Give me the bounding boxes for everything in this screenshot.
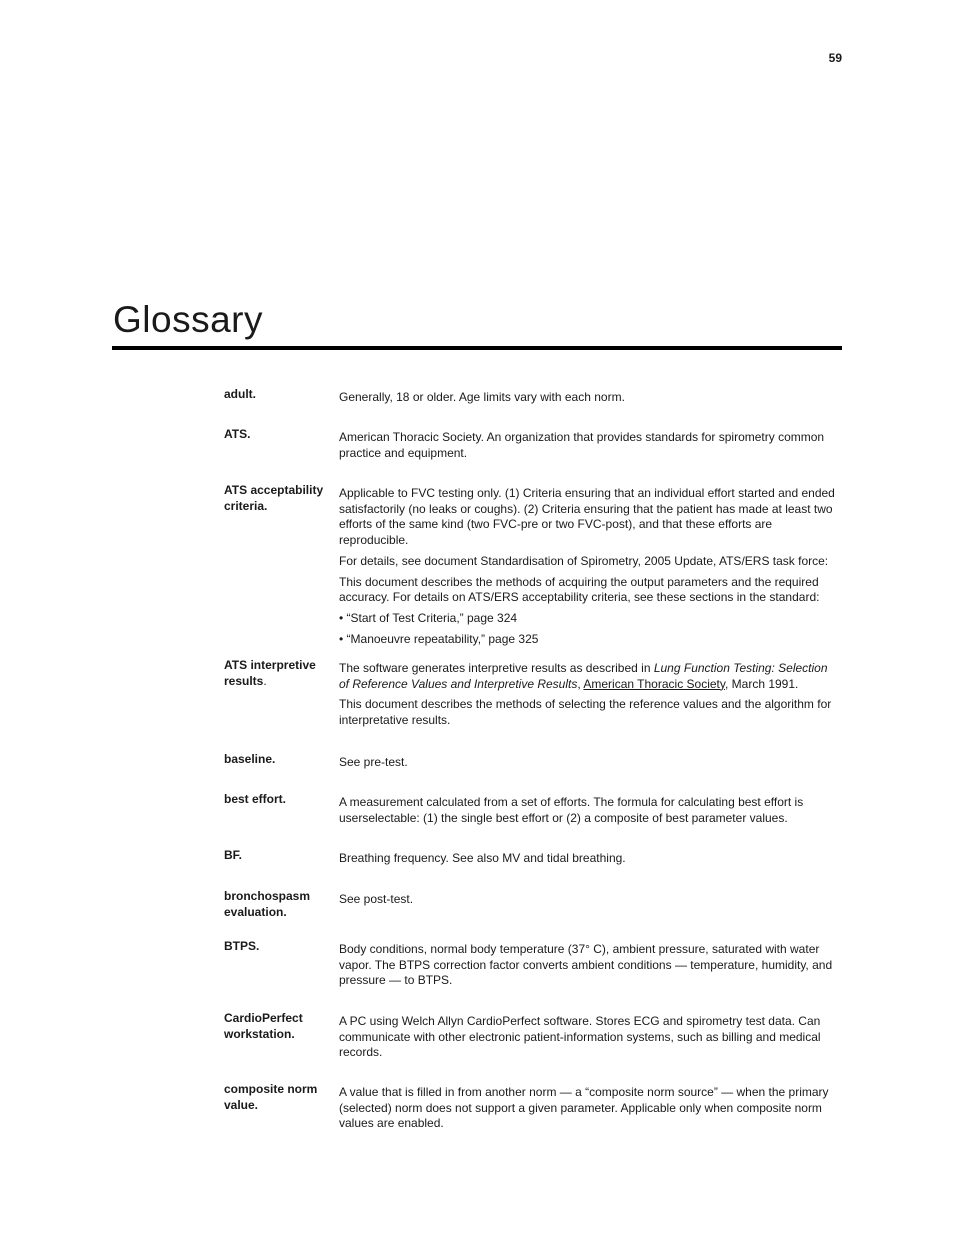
glossary-definition: [339, 755, 839, 771]
definition-paragraph: Body conditions, normal body temperature (37° C), ambient pressure, saturated with water vapor. The BTPS correction factor converts ambient conditions — temperature, humidity, and pressure — to BTPS.: [339, 942, 833, 988]
glossary-term: composite norm value.: [224, 1082, 318, 1112]
glossary-term: CardioPerfect workstation.: [224, 1011, 303, 1041]
glossary-definition: [339, 942, 839, 989]
glossary-term-suffix: .: [263, 673, 267, 688]
glossary-definition: [339, 390, 839, 406]
glossary-term: bronchospasm evaluation.: [224, 889, 311, 919]
glossary-definition: [339, 661, 839, 729]
glossary-term: [224, 658, 332, 689]
glossary-definition: [339, 795, 839, 826]
glossary-term: BF.: [224, 848, 242, 862]
definition-text: ,: [577, 676, 584, 691]
definition-paragraph: American Thoracic Society. An organization that provides standards for spirometry common practice and equipment.: [339, 430, 825, 460]
definition-paragraph: A measurement calculated from a set of efforts. The formula for calculating best effort is userselectable: (1) the single best effort or (2) a composite of best parameter values.: [339, 795, 804, 825]
definition-paragraph: A value that is filled in from another norm — a “composite norm source” — when the primary (selected) norm does not support a given parameter. Applicable only when composite norm values are enabled.: [339, 1085, 829, 1131]
glossary-definition: [339, 1085, 839, 1132]
page-title: Glossary: [113, 299, 263, 340]
glossary-definition: [339, 430, 839, 461]
definition-paragraph: Generally, 18 or older. Age limits vary with each norm.: [339, 390, 625, 404]
glossary-definition: [339, 486, 839, 647]
page-number: 59: [828, 51, 842, 65]
definition-paragraph: Breathing frequency. See also MV and tidal breathing.: [339, 851, 626, 865]
glossary-definition: [339, 892, 839, 908]
definition-paragraph: For details, see document Standardisation of Spirometry, 2005 Update, ATS/ERS task force:: [339, 553, 829, 568]
definition-paragraph: This document describes the methods of selecting the reference values and the algorithm for interpretative results.: [339, 697, 832, 728]
definition-paragraph: This document describes the methods of acquiring the output parameters and the required accuracy. For details on ATS/ERS acceptability criteria, see these sections in the standard:: [339, 574, 820, 605]
definition-text: The software generates interpretive results as described in: [339, 661, 654, 675]
glossary-term: BTPS.: [224, 939, 260, 953]
glossary-term: ATS.: [224, 427, 251, 441]
glossary-term: adult.: [224, 387, 256, 401]
definition-paragraph: See post-test.: [339, 892, 414, 906]
definition-paragraph: A PC using Welch Allyn CardioPerfect software. Stores ECG and spirometry test data. Can communicate with other electronic patient-information systems, such as billing and medical records.: [339, 1014, 821, 1060]
definition-paragraph: See pre-test.: [339, 755, 408, 769]
glossary-definition: [339, 1014, 839, 1061]
glossary-definition: [339, 851, 839, 867]
ats-link[interactable]: American Thoracic Society: [583, 676, 725, 691]
publication-title: Lung Function Testing: Selection of Reference Values and Interpretive Results: [339, 661, 828, 691]
glossary-term: baseline.: [224, 752, 276, 766]
definition-text: , March 1991.: [724, 676, 799, 691]
definition-paragraph: [339, 661, 839, 692]
bullet-item: • “Manoeuvre repeatability,” page 325: [339, 631, 539, 646]
glossary-term: ATS acceptability criteria.: [224, 483, 324, 513]
title-rule: [112, 346, 842, 350]
definition-paragraph: Applicable to FVC testing only. (1) Criteria ensuring that an individual effort started and ended satisfactorily (no leaks or coughs). (2) Criteria ensuring that the patient has made at least two efforts of the same kind (two FVC-pre or two FVC-post), and that these efforts are reproducible.: [339, 486, 835, 548]
bullet-item: • “Start of Test Criteria,” page 324: [339, 610, 518, 625]
glossary-term: best effort.: [224, 792, 287, 806]
glossary-term-text: ATS interpretive results: [224, 658, 316, 688]
